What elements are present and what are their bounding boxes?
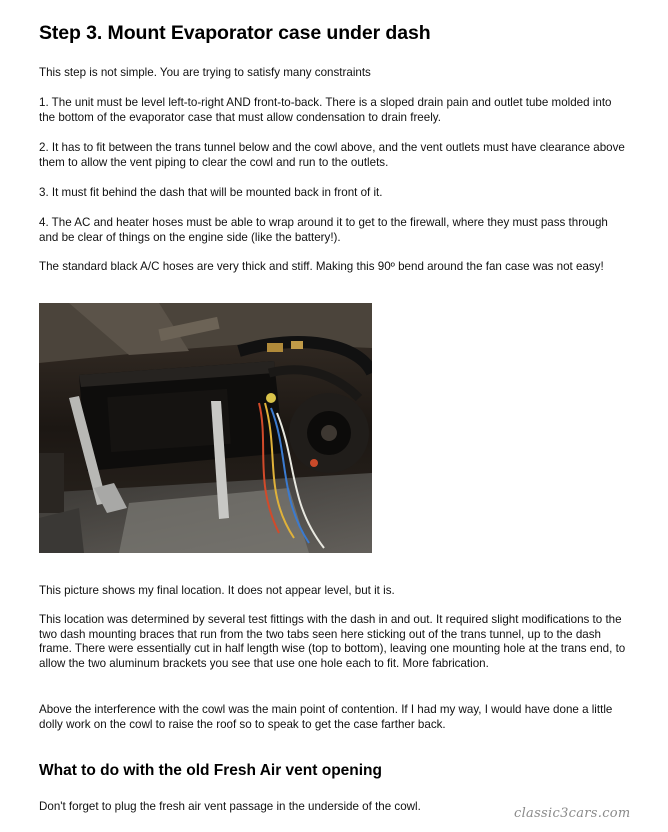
constraint-1-paragraph: 1. The unit must be level left-to-right AND front-to-back. There is a sloped drain pain and outlet tube molded into the bottom of the evaporator case that must allow condensation to drain freely. <box>39 96 612 124</box>
constraint-3-paragraph: 3. It must fit behind the dash that will be mounted back in front of it. <box>39 186 383 199</box>
watermark-text: classic3cars.com <box>514 806 631 821</box>
evaporator-installation-photo <box>39 303 372 553</box>
caption-paragraph: This picture shows my final location. It does not appear level, but it is. <box>39 584 395 597</box>
constraint-2-paragraph: 2. It has to fit between the trans tunnel below and the cowl above, and the vent outlets must have clearance above them to allow the vent piping to clear the cowl and run to the outlets. <box>39 141 625 169</box>
fresh-air-paragraph: Don't forget to plug the fresh air vent passage in the underside of the cowl. <box>39 800 421 813</box>
constraint-4-paragraph: 4. The AC and heater hoses must be able to wrap around it to get to the firewall, where they must pass through and be clear of things on the engine side (like the battery!). <box>39 216 608 244</box>
location-paragraph: This location was determined by several test fittings with the dash in and out. It required slight modifications to the two dash mounting braces that run from the two tabs seen here sticking out of the trans tunnel, up to the dash frame. There were essentially cut in half length wise (top to bottom), leaving one mounting hole at the trans end, to allow the two aluminum brackets you see that use one hole each to fit. More fabrication. <box>39 613 626 670</box>
page-title: Step 3. Mount Evaporator case under dash <box>39 22 431 44</box>
intro-paragraph: This step is not simple. You are trying to satisfy many constraints <box>39 66 371 79</box>
section-heading: What to do with the old Fresh Air vent opening <box>39 762 382 779</box>
cowl-paragraph: Above the interference with the cowl was the main point of contention. If I had my way, I would have done a little dolly work on the cowl to raise the roof so to speak to get the case farther back. <box>39 703 613 731</box>
hoses-paragraph: The standard black A/C hoses are very thick and stiff. Making this 90º bend around the fan case was not easy! <box>39 260 604 273</box>
